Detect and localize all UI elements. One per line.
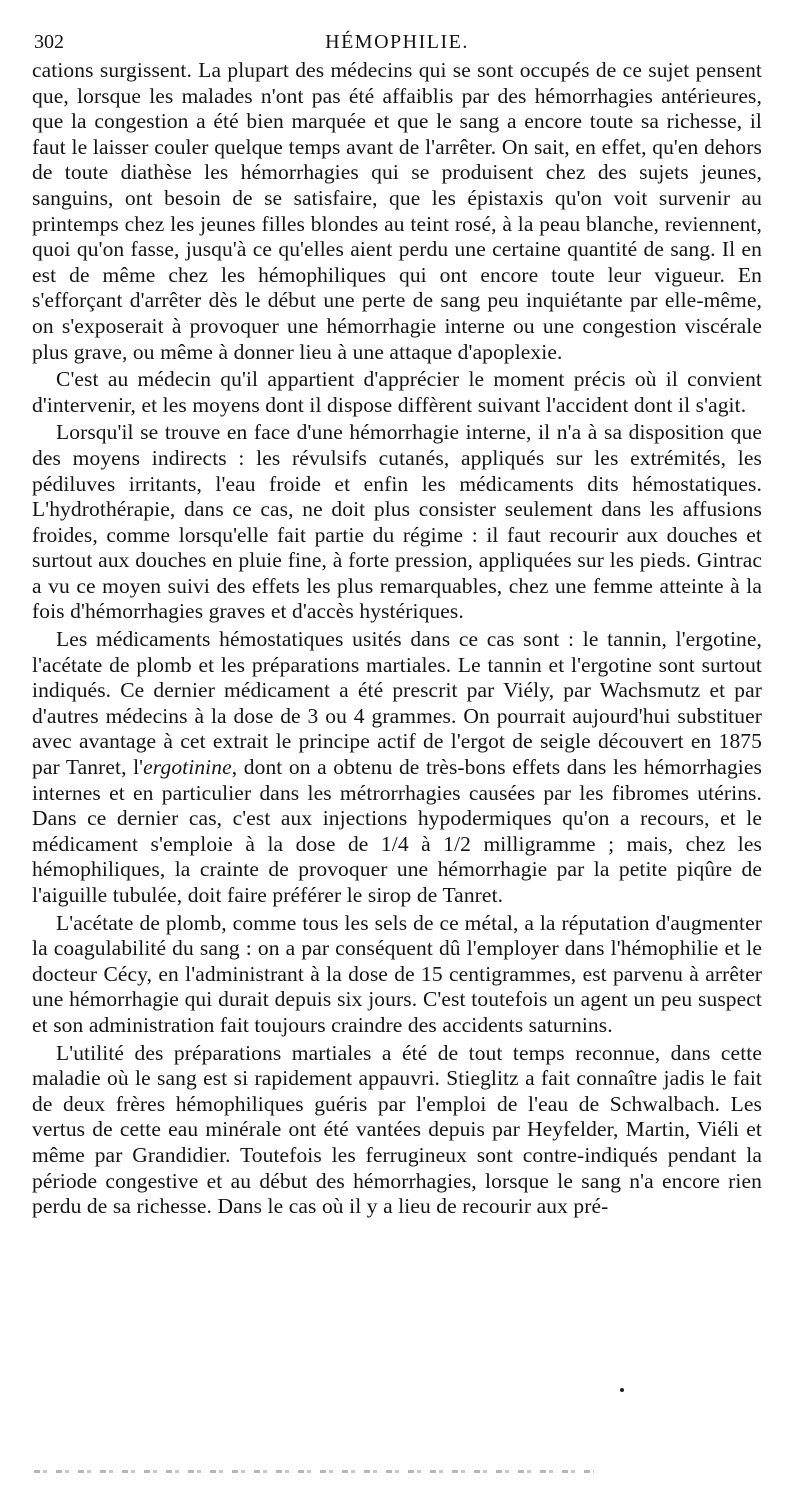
paragraph-lead-acetate: L'acétate de plomb, comme tous les sels de ce métal, a la réputation d'augmenter la coagulabilité du sang : on a par conséquent dû l'employer dans l'hémophilie et le docteur Cécy, en l'administrant à la dose de 15 centigrammes, est parvenu à arrêter une hémorrhagie qui durait depuis six jours. C'est toutefois un agent un peu suspect et son administration fait toujours craindre des accidents saturnins. xyxy=(32,910,762,1037)
running-head xyxy=(32,26,762,58)
paragraph-text-part: Les médicaments hémostatiques usités dans ce cas sont : le tannin, l'ergotine, l'acétate de plomb et les préparations martiales. Le tannin et l'ergotine sont surtout indiqués. Ce dernier médicament a été prescrit par Viély, par Wachsmutz et par d'autres médecins à la dose de 3 ou 4 grammes. On pourrait aujourd'hui substituer avec avantage à cet extrait le principe actif de l'ergot de seigle découvert en 1875 par Tanret, l' xyxy=(32,627,762,780)
page-number: 302 xyxy=(34,31,64,53)
paragraph-martial-preparations: L'utilité des préparations martiales a été de tout temps reconnue, dans cette maladie où le sang est si rapidement appauvri. Stieglitz a fait connaître jadis le fait de deux frères hémophiliques guéris par l'emploi de l'eau de Schwalbach. Les vertus de cette eau minérale ont été vantées depuis par Heyfelder, Martin, Viéli et même par Grandidier. Toutefois les ferrugineux sont contre-indiqués pendant la période congestive et au début des hémorrhagies, lorsque le sang n'a encore rien perdu de sa richesse. Dans le cas où il y a lieu de recourir aux pré- xyxy=(32,1040,762,1219)
paragraph-hemostatic-drugs xyxy=(32,627,762,909)
paragraph-intervention: C'est au médecin qu'il appartient d'apprécier le moment précis où il convient d'intervenir, et les moyens dont il dispose diffèrent suivant l'accident dont il s'agit. xyxy=(32,367,762,417)
book-page xyxy=(32,26,762,1222)
running-title: HÉMOPHILIE. xyxy=(325,31,469,53)
paragraph-continuation: cations surgissent. La plupart des médecins qui se sont occupés de ce sujet pensent que, lorsque les malades n'ont pas été affaiblis par des hémorrhagies antérieures, que la congestion a été bien marquée et que le sang a encore toute sa richesse, il faut le laisser couler quelque temps avant de l'arrêter. On sait, en effet, qu'en dehors de toute diathèse les hémorrhagies qui se produisent chez des sujets jeunes, sanguins, ont besoin de se satisfaire, que les épistaxis qu'on voit survenir au printemps chez les jeunes filles blondes au teint rosé, à la peau blanche, reviennent, quoi qu'on fasse, jusqu'à ce qu'elles aient perdu une certaine quantité de sang. Il en est de même chez les hémophiliques qui ont encore toute leur vigueur. En s'efforçant d'arrêter dès le début une perte de sang peu inquiétante par elle-même, on s'exposerait à provoquer une hémorrhagie interne ou une congestion viscérale plus grave, ou même à donner lieu à une attaque d'apoplexie. xyxy=(32,58,762,364)
page-bottom-artifact xyxy=(34,1470,594,1473)
italic-term: ergotinine xyxy=(143,755,232,780)
paragraph-text-part: , dont on a obtenu de très-bons effets dans les hémorrhagies internes et en particulier dans les métrorrhagies causées par les fibromes utérins. Dans ce dernier cas, c'est aux injections hypodermiques qu'on a recours, et le médicament s'emploie à la dose de 1/4 à 1/2 milligramme ; mais, chez les hémophiliques, la crainte de provoquer une hémorrhagie par la petite piqûre de l'aiguille tubulée, doit faire préférer le sirop de Tanret. xyxy=(32,755,762,907)
paragraph-internal-hemorrhage: Lorsqu'il se trouve en face d'une hémorrhagie interne, il n'a à sa disposition que des moyens indirects : les révulsifs cutanés, appliqués sur les extrémités, les pédiluves irritants, l'eau froide et enfin les médicaments dits hémostatiques. L'hydrothérapie, dans ce cas, ne doit plus consister seulement dans les affusions froides, comme lorsqu'elle fait partie du régime : il faut recourir aux douches et surtout aux douches en pluie fine, à forte pression, appliquées sur les pieds. Gintrac a vu ce moyen suivi des effets les plus remarquables, chez une femme atteinte à la fois d'hémorrhagies graves et d'accès hystériques. xyxy=(32,420,762,624)
print-speck xyxy=(620,1388,624,1392)
body-text xyxy=(32,58,762,1220)
